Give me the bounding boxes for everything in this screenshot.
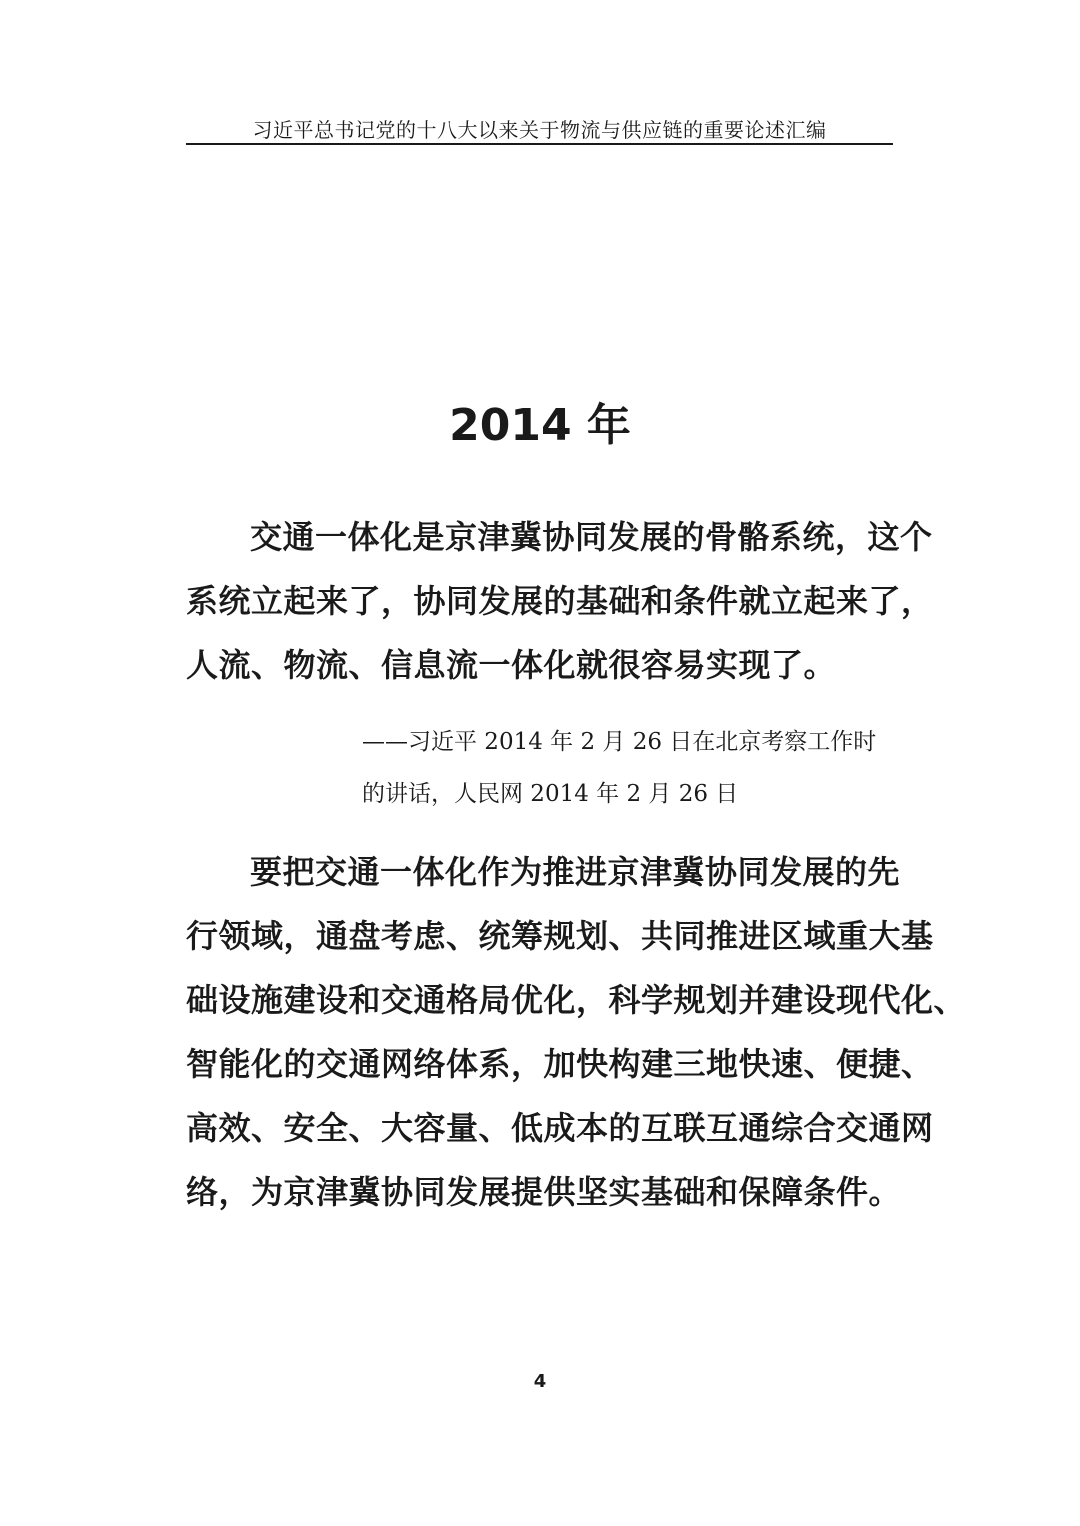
paragraph-line: 人流、物流、信息流一体化就很容易实现了。 [186, 646, 837, 684]
paragraph-line: 交通一体化是京津冀协同发展的骨骼系统，这个 [250, 518, 933, 556]
paragraph-line: 要把交通一体化作为推进京津冀协同发展的先 [250, 853, 901, 891]
page-number: 4 [533, 1371, 547, 1392]
paragraph-line: 络，为京津冀协同发展提供坚实基础和保障条件。 [186, 1173, 902, 1211]
header-divider [186, 143, 893, 145]
paragraph-line: 高效、安全、大容量、低成本的互联互通综合交通网 [186, 1109, 934, 1147]
paragraph-line: 础设施建设和交通格局优化，科学规划并建设现代化、 [186, 981, 967, 1019]
paragraph-2 [186, 840, 967, 1224]
paragraph-line: 智能化的交通网络体系，加快构建三地快速、便捷、 [186, 1045, 934, 1083]
paragraph-line: 行领域，通盘考虑、统筹规划、共同推进区域重大基 [186, 917, 934, 955]
paragraph-1 [186, 505, 934, 697]
quote-source-line: 的讲话，人民网 2014 年 2 月 26 日 [362, 781, 739, 807]
quote-source-line: ——习近平 2014 年 2 月 26 日在北京考察工作时 [362, 729, 877, 755]
running-header: 习近平总书记党的十八大以来关于物流与供应链的重要论述汇编 [252, 118, 827, 142]
quote-source [362, 716, 902, 820]
year-heading: 2014 年 [449, 400, 631, 451]
paragraph-line: 系统立起来了，协同发展的基础和条件就立起来了， [186, 582, 934, 620]
